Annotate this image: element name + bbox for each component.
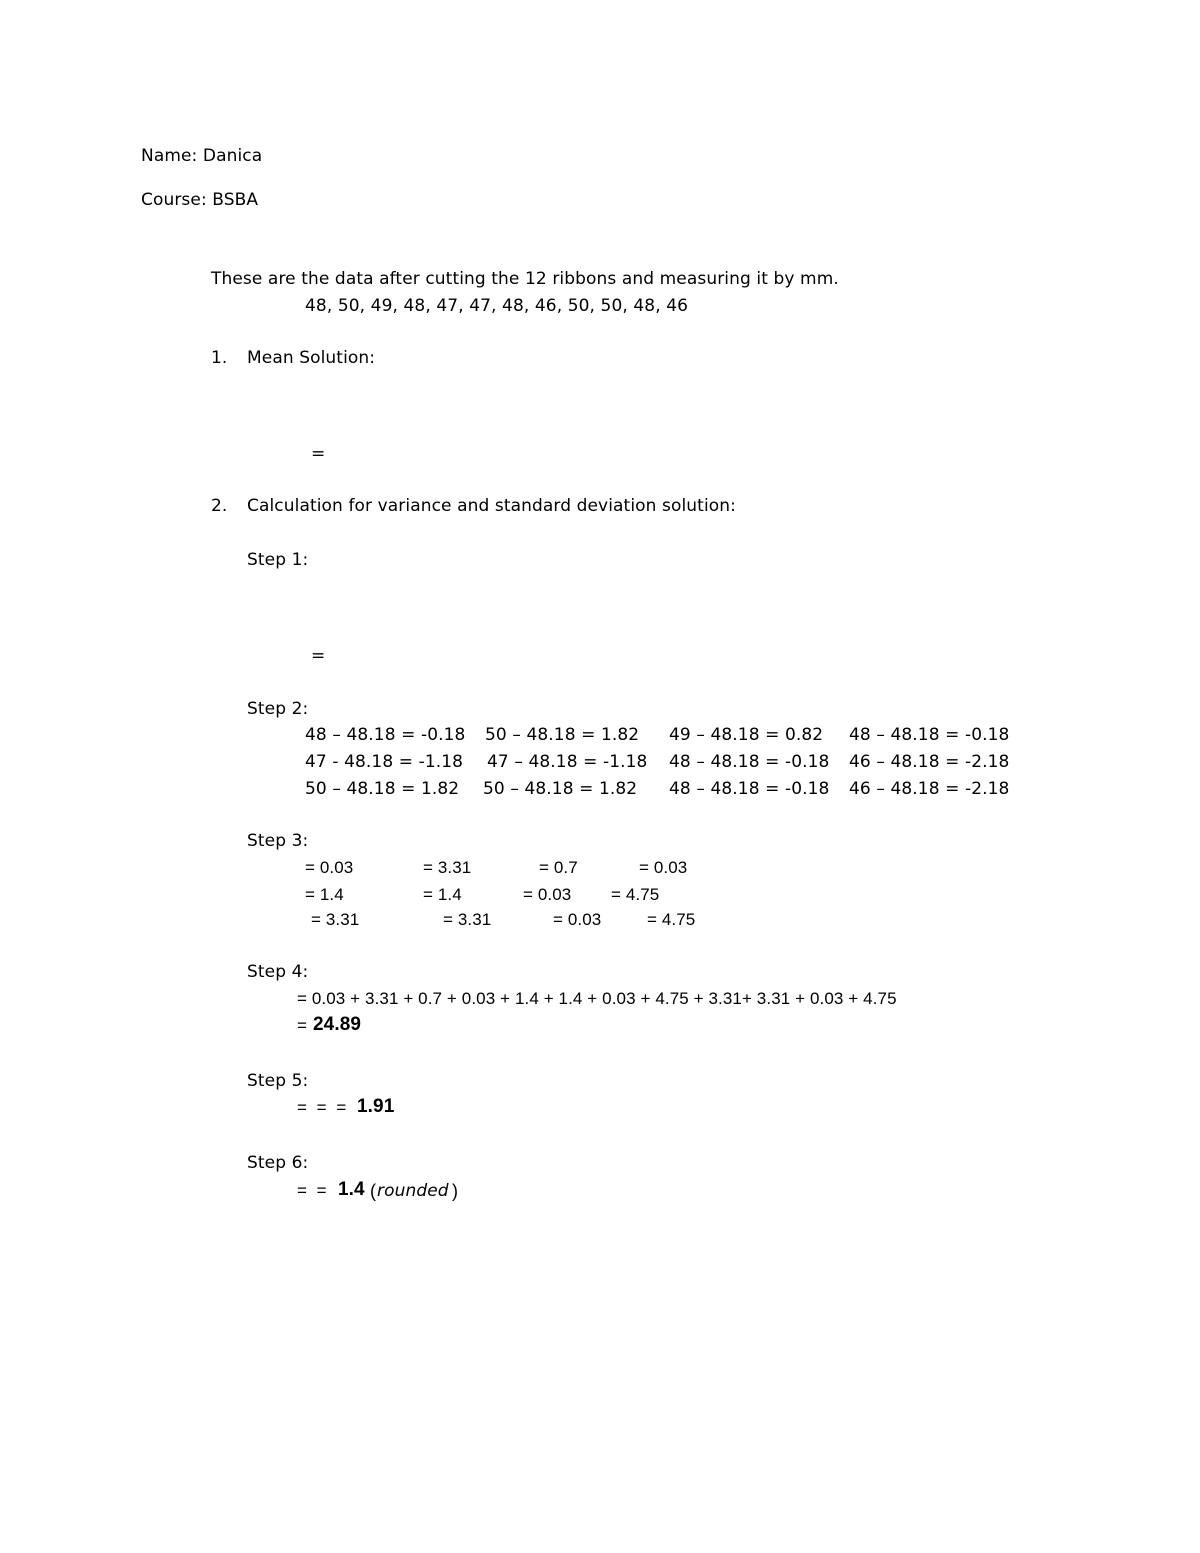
- variance-heading: Calculation for variance and standard deviation solution:: [247, 496, 736, 516]
- step-2-label: Step 2:: [247, 699, 309, 719]
- deviation-cell: 48 – 48.18 = -0.18: [849, 725, 1010, 745]
- student-course: Course: BSBA: [141, 190, 259, 210]
- step-3-label: Step 3:: [247, 831, 309, 851]
- squared-cell: = 1.4: [305, 885, 344, 904]
- squared-cell: = 4.75: [647, 910, 696, 929]
- ribbon-data-values: 48, 50, 49, 48, 47, 47, 48, 46, 50, 50, 48, 46: [305, 296, 689, 316]
- rounded-close-paren: ): [452, 1181, 459, 1201]
- squared-cell: = 0.03: [553, 910, 602, 929]
- step-1-equals-sign: =: [311, 646, 326, 666]
- squared-cell: = 0.03: [305, 858, 354, 877]
- sum-of-squares-expression: = 0.03 + 3.31 + 0.7 + 0.03 + 1.4 + 1.4 + 0.03 + 4.75 + 3.31+ 3.31 + 0.03 + 4.75: [297, 989, 897, 1008]
- student-name: Name: Danica: [141, 146, 263, 166]
- squared-cell: = 3.31: [443, 910, 492, 929]
- squared-cell: = 1.4: [423, 885, 462, 904]
- std-dev-equals-chain: = =: [297, 1181, 327, 1200]
- sum-result-equals: =: [297, 1016, 308, 1035]
- squared-cell: = 4.75: [611, 885, 660, 904]
- deviation-cell: 50 – 48.18 = 1.82: [483, 779, 638, 799]
- deviation-cell: 48 – 48.18 = -0.18: [669, 779, 830, 799]
- deviation-cell: 48 – 48.18 = -0.18: [669, 752, 830, 772]
- deviation-cell: 50 – 48.18 = 1.82: [485, 725, 640, 745]
- sum-of-squares-result: 24.89: [313, 1014, 362, 1035]
- deviation-cell: 49 – 48.18 = 0.82: [669, 725, 824, 745]
- squared-cell: = 0.7: [539, 858, 578, 877]
- rounded-note: rounded: [377, 1181, 449, 1201]
- step-4-label: Step 4:: [247, 962, 309, 982]
- deviation-cell: 48 – 48.18 = -0.18: [305, 725, 466, 745]
- item-2-number: 2.: [211, 496, 228, 516]
- intro-text: These are the data after cutting the 12 ribbons and measuring it by mm.: [211, 269, 839, 289]
- deviation-cell: 50 – 48.18 = 1.82: [305, 779, 460, 799]
- rounded-open-paren: (: [370, 1181, 377, 1201]
- deviation-cell: 46 – 48.18 = -2.18: [849, 752, 1010, 772]
- item-1-number: 1.: [211, 348, 228, 368]
- squared-cell: = 0.03: [639, 858, 688, 877]
- deviation-cell: 47 - 48.18 = -1.18: [305, 752, 464, 772]
- deviation-cell: 47 – 48.18 = -1.18: [487, 752, 648, 772]
- step-1-label: Step 1:: [247, 550, 309, 570]
- squared-cell: = 3.31: [423, 858, 472, 877]
- step-5-label: Step 5:: [247, 1071, 309, 1091]
- mean-solution-heading: Mean Solution:: [247, 348, 376, 368]
- std-dev-result: 1.4: [338, 1179, 365, 1200]
- variance-equals-chain: = = =: [297, 1098, 347, 1117]
- mean-equals-sign: =: [311, 444, 326, 464]
- step-6-label: Step 6:: [247, 1153, 309, 1173]
- squared-cell: = 3.31: [311, 910, 360, 929]
- squared-cell: = 0.03: [523, 885, 572, 904]
- variance-result: 1.91: [357, 1096, 395, 1117]
- deviation-cell: 46 – 48.18 = -2.18: [849, 779, 1010, 799]
